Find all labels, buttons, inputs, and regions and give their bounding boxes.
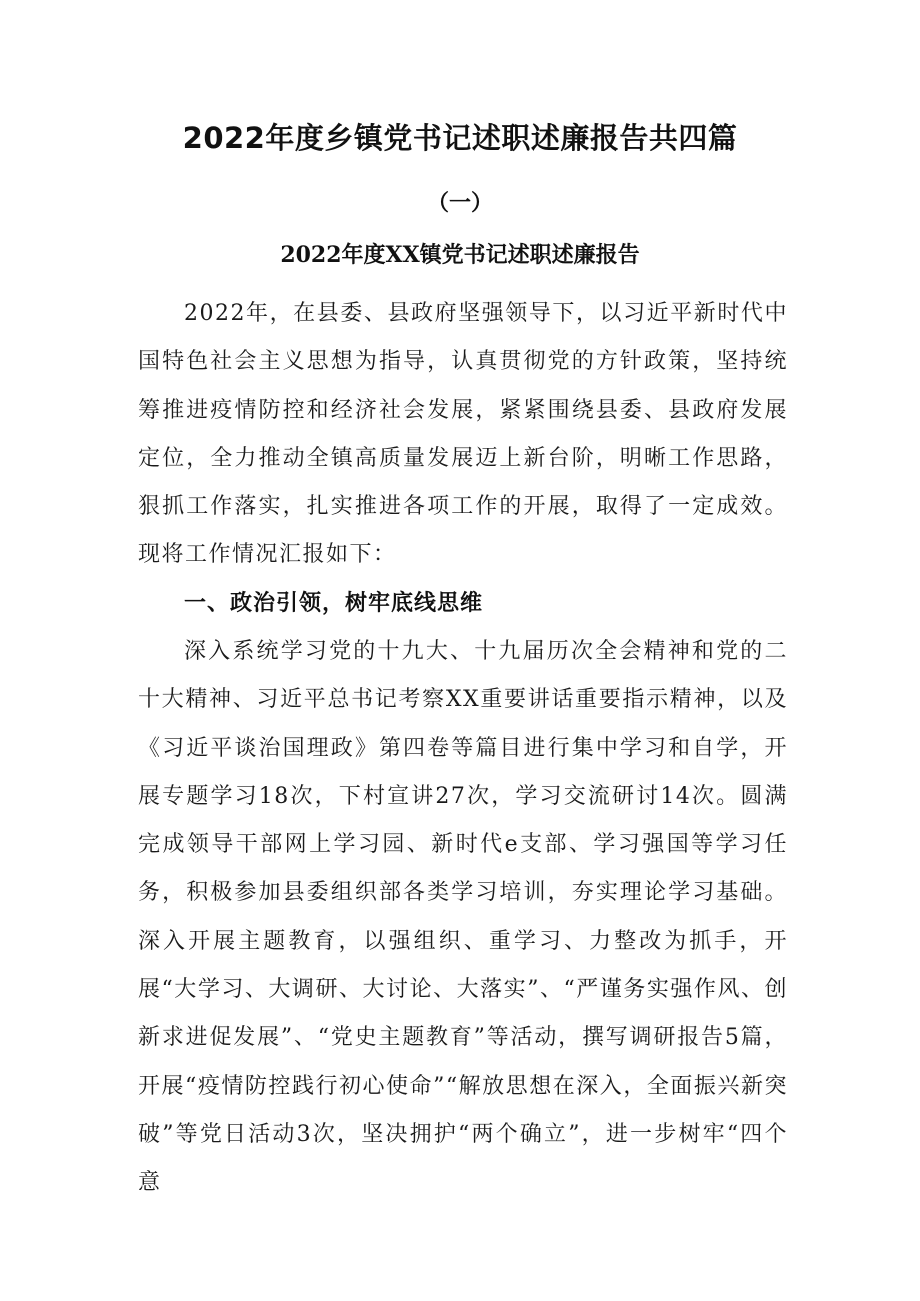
part-number: （一） <box>426 191 493 216</box>
document-title: 2022年度乡镇党书记述职述廉报告共四篇 <box>182 121 738 155</box>
intro-paragraph: 2022年，在县委、县政府坚强领导下，以习近平新时代中国特色社会主义思想为指导，认真贯彻党的方针政策，坚持统筹推进疫情防控和经济社会发展，紧紧围绕县委、县政府发展定位，全力推动全镇高质量发展迈上新台阶，明晰工作思路，狠抓工作落实，扎实推进各项工作的开展，取得了一定成效。现将工作情况汇报如下： <box>138 301 788 568</box>
report-subtitle: 2022年度XX镇党书记述职述廉报告 <box>280 242 640 268</box>
section-1-paragraph: 深入系统学习党的十九大、十九届历次全会精神和党的二十大精神、习近平总书记考察XX重要讲话重要指示精神，以及《习近平谈治国理政》第四卷等篇目进行集中学习和自学，开展专题学习18次，下村宣讲27次，学习交流研讨14次。圆满完成领导干部网上学习园、新时代e支部、学习强国等学习任务，积极参加县委组织部各类学习培训，夯实理论学习基础。深入开展主题教育，以强组织、重学习、力整改为抓手，开展“大学习、大调研、大讨论、大落实”、“严谨务实强作风、创新求进促发展”、“党史主题教育”等活动，撰写调研报告5篇，开展“疫情防控践行初心使命”“解放思想在深入，全面振兴新突破”等党日活动3次，坚决拥护“两个确立”，进一步树牢“四个意 <box>138 639 788 1196</box>
section-heading-1: 一、政治引领，树牢底线思维 <box>184 591 484 616</box>
